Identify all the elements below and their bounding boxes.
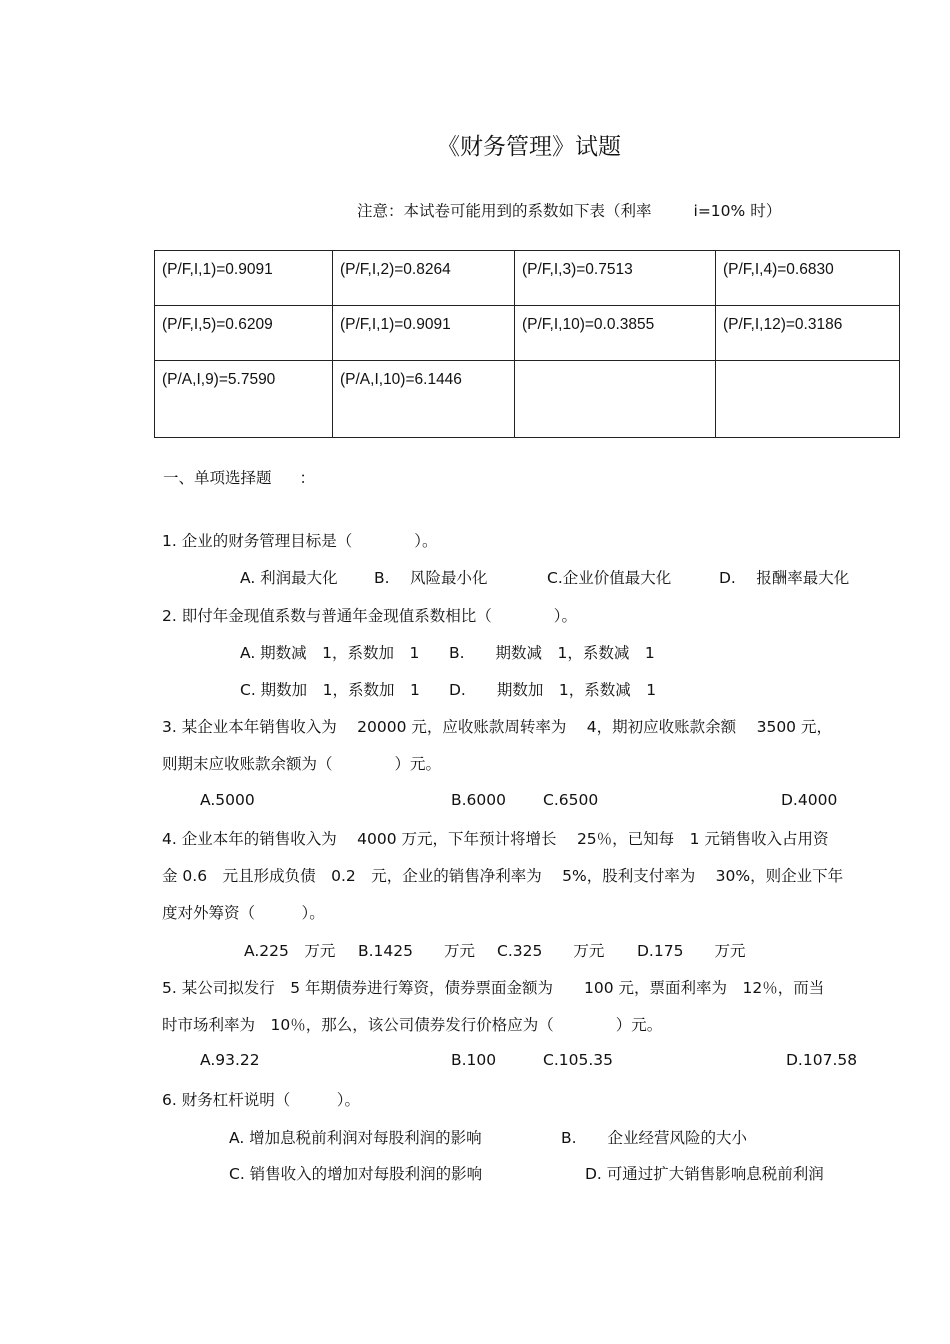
option-a: A.5000 xyxy=(200,791,255,809)
section-colon: ： xyxy=(299,469,316,487)
option-b: B.1425 万元 xyxy=(358,942,476,960)
table-cell: (P/A,I,9)=5.7590 xyxy=(155,361,333,438)
section-heading xyxy=(163,466,315,488)
table-cell xyxy=(716,361,900,438)
option-a: A. 期数减 1，系数加 1 xyxy=(240,644,420,662)
option-a: A. 增加息税前利润对每股利润的影响 xyxy=(229,1129,482,1147)
coefficient-notice xyxy=(357,199,781,221)
option-b: B. 风险最小化 xyxy=(374,569,488,587)
table-row xyxy=(155,251,900,306)
option-c: C.6500 xyxy=(543,791,599,809)
option-c: C. 销售收入的增加对每股利润的影响 xyxy=(229,1165,483,1183)
option-d: D.107.58 xyxy=(786,1051,858,1069)
coefficient-table xyxy=(154,250,900,438)
option-a: A.93.22 xyxy=(200,1051,260,1069)
table-cell: (P/F,I,1)=0.9091 xyxy=(155,251,333,306)
question-5-stem: 5. 某公司拟发行 5 年期债券进行筹资，债券票面金额为 100 元，票面利率为 12％，而当 xyxy=(162,979,825,997)
table-cell: (P/F,I,5)=0.6209 xyxy=(155,306,333,361)
option-d: D.175 万元 xyxy=(637,942,746,960)
option-d: D. 可通过扩大销售影响息税前利润 xyxy=(585,1165,824,1183)
option-d: D. 报酬率最大化 xyxy=(719,569,850,587)
option-c: C.105.35 xyxy=(543,1051,613,1069)
table-cell: (P/F,I,4)=0.6830 xyxy=(716,251,900,306)
option-c: C.企业价值最大化 xyxy=(547,569,672,587)
section-label: 一、单项选择题 xyxy=(163,469,272,487)
table-cell: (P/F,I,2)=0.8264 xyxy=(333,251,515,306)
question-4-stem-cont: 度对外筹资（ ）。 xyxy=(162,904,325,922)
option-c: C.325 万元 xyxy=(497,942,605,960)
table-cell xyxy=(515,361,716,438)
question-4-stem: 4. 企业本年的销售收入为 4000 万元，下年预计将增长 25％，已知每 1 元销售收入占用资 xyxy=(162,830,829,848)
table-cell: (P/F,I,3)=0.7513 xyxy=(515,251,716,306)
question-3-stem: 3. 某企业本年销售收入为 20000 元，应收账款周转率为 4，期初应收账款余额 3500 元， xyxy=(162,718,832,736)
question-1-stem: 1. 企业的财务管理目标是（ ）。 xyxy=(162,532,438,550)
notice-rate: i=10% 时） xyxy=(693,202,782,220)
option-a: A.225 万元 xyxy=(244,942,336,960)
option-a: A. 利润最大化 xyxy=(240,569,338,587)
question-3-stem-cont: 则期末应收账款余额为（ ）元。 xyxy=(162,755,442,773)
table-cell: (P/F,I,12)=0.3186 xyxy=(716,306,900,361)
table-row xyxy=(155,306,900,361)
question-2-stem: 2. 即付年金现值系数与普通年金现值系数相比（ ）。 xyxy=(162,607,577,625)
option-b: B.6000 xyxy=(451,791,507,809)
table-cell: (P/F,I,10)=0.0.3855 xyxy=(515,306,716,361)
question-6-stem: 6. 财务杠杆说明（ ）。 xyxy=(162,1091,360,1109)
option-b: B. 期数减 1，系数减 1 xyxy=(449,644,655,662)
option-b: B. 企业经营风险的大小 xyxy=(561,1129,748,1147)
option-d: D.4000 xyxy=(781,791,838,809)
option-d: D. 期数加 1，系数减 1 xyxy=(449,681,657,699)
table-row xyxy=(155,361,900,438)
question-5-stem-cont: 时市场利率为 10％，那么，该公司债券发行价格应为（ ）元。 xyxy=(162,1016,663,1034)
question-4-stem-cont: 金 0.6 元且形成负债 0.2 元，企业的销售净利率为 5%，股利支付率为 30%，则企业下年 xyxy=(162,867,844,885)
notice-text: 注意：本试卷可能用到的系数如下表（利率 xyxy=(357,202,652,220)
page-title: 《财务管理》试题 xyxy=(437,134,621,160)
table-cell: (P/F,I,1)=0.9091 xyxy=(333,306,515,361)
option-c: C. 期数加 1，系数加 1 xyxy=(240,681,420,699)
table-cell: (P/A,I,10)=6.1446 xyxy=(333,361,515,438)
option-b: B.100 xyxy=(451,1051,497,1069)
